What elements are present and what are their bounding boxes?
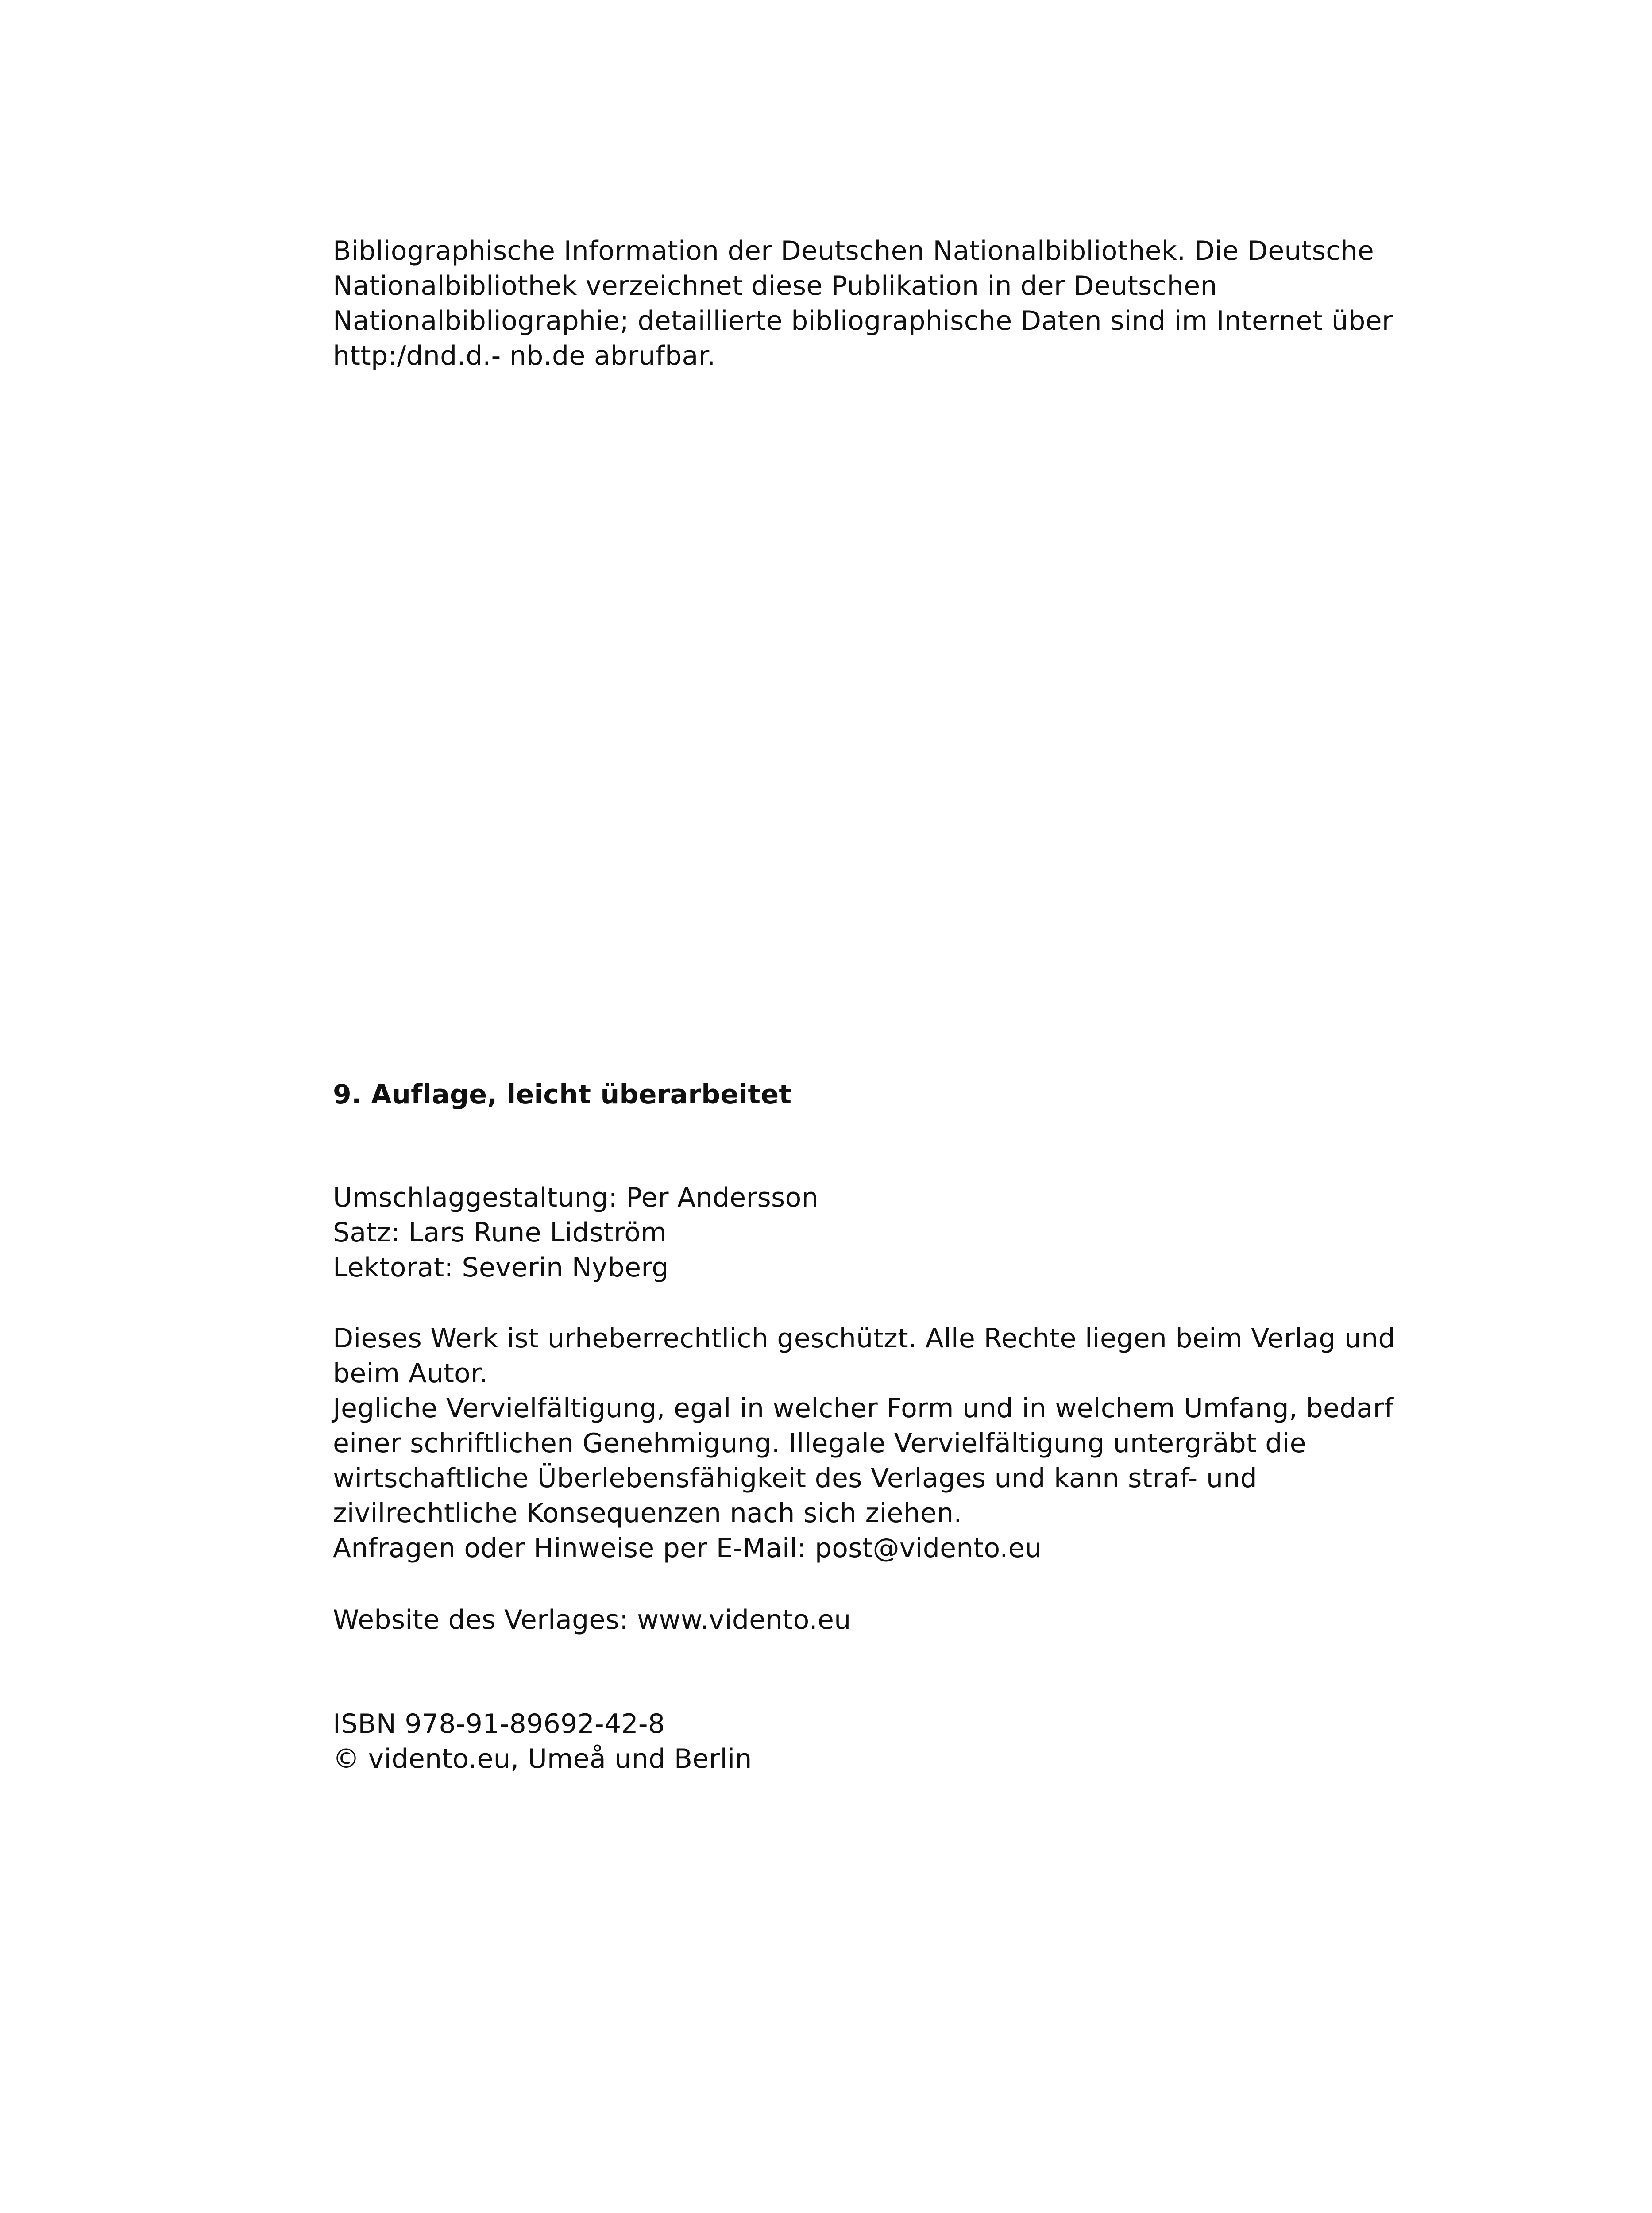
contact-email-line: Anfragen oder Hinweise per E-Mail: post@vidento.eu bbox=[333, 1533, 1042, 1564]
bibliographic-info-line: Bibliographische Information der Deutschen Nationalbibliothek. Die Deutsche bbox=[333, 235, 1374, 266]
copyright-notice-line: beim Autor. bbox=[333, 1358, 488, 1389]
publication-info bbox=[333, 1707, 1404, 1777]
credits bbox=[333, 1180, 1404, 1285]
isbn-line: ISBN 978-91-89692-42-8 bbox=[333, 1708, 665, 1739]
copyright-notice-line: einer schriftlichen Genehmigung. Illegale Vervielfältigung untergräbt die bbox=[333, 1428, 1306, 1459]
copyright-notice-line: Jegliche Vervielfältigung, egal in welcher Form und in welchem Umfang, bedarf bbox=[333, 1393, 1394, 1424]
copyright-notice bbox=[333, 1321, 1404, 1566]
copyright-notice-line: zivilrechtliche Konsequenzen nach sich ziehen. bbox=[333, 1498, 962, 1529]
copyright-notice-line: wirtschaftliche Überlebensfähigkeit des Verlages und kann straf- und bbox=[333, 1463, 1258, 1494]
edition-label: 9. Auflage, leicht überarbeitet bbox=[333, 1079, 792, 1110]
bibliographic-info-line: Nationalbibliothek verzeichnet diese Publikation in der Deutschen bbox=[333, 270, 1217, 301]
copyright-line: © vidento.eu, Umeå und Berlin bbox=[333, 1743, 752, 1774]
bibliographic-info-line: http:/dnd.d.- nb.de abrufbar. bbox=[333, 340, 716, 371]
edition-heading bbox=[333, 1077, 1404, 1112]
copyright-notice-line: Dieses Werk ist urheberrechtlich geschützt. Alle Rechte liegen beim Verlag und bbox=[333, 1323, 1395, 1354]
website-info bbox=[333, 1603, 1404, 1638]
website-line: Website des Verlages: www.vidento.eu bbox=[333, 1604, 851, 1635]
cover-design-credit: Umschlaggestaltung: Per Andersson bbox=[333, 1182, 818, 1213]
typesetting-credit: Satz: Lars Rune Lidström bbox=[333, 1217, 667, 1248]
editing-credit: Lektorat: Severin Nyberg bbox=[333, 1252, 669, 1283]
bibliographic-info bbox=[333, 234, 1404, 374]
bibliographic-info-line: Nationalbibliographie; detaillierte bibliographische Daten sind im Internet über bbox=[333, 305, 1393, 336]
